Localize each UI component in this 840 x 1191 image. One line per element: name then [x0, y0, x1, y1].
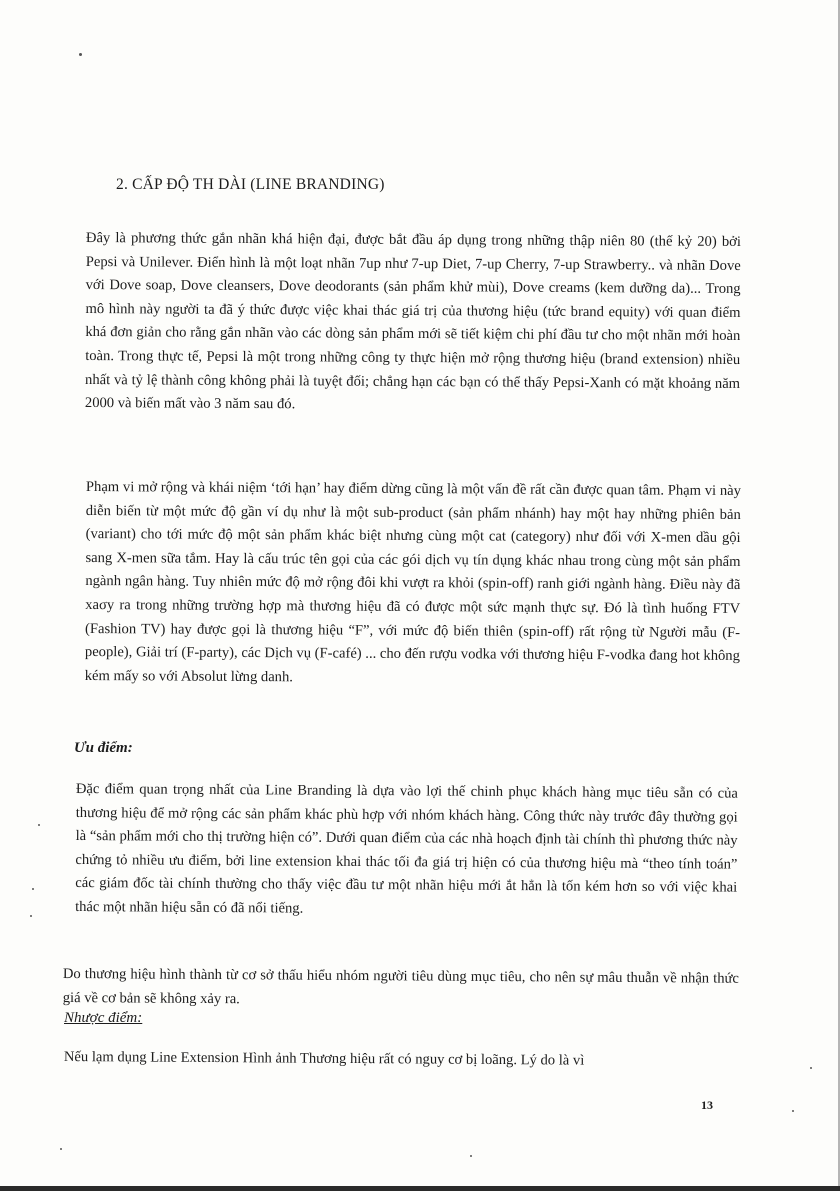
- paragraph-advantages: Đặc điểm quan trọng nhất của Line Branding là dựa vào lợi thế chinh phục khách hàng mục tiêu sẵn có của thương hiệu để mở rộng các sản phẩm khác phù hợp với nhóm khách hàng. Công thức này trước đây thường gọi là “sản phẩm mới cho thị trường hiện có”. Dưới quan điểm của các nhà hoạch định tài chính thì phương thức này chứng tỏ nhiều ưu điểm, bởi line extension khai thác tối đa giá trị hiện có của thương hiệu mà “theo tính toán” các giám đốc tài chính thường cho thấy việc đầu tư một nhãn hiệu mới ắt hẳn là tốn kém hơn so với việc khai thác một nhãn hiệu sẵn có đã nổi tiếng.: [75, 780, 738, 917]
- paragraph-insight: Do thương hiệu hình thành từ cơ sở thấu hiểu nhóm người tiêu dùng mục tiêu, cho nên sự mâu thuẫn về nhận thức giá về cơ bản sẽ không xảy ra.: [62, 965, 739, 1007]
- scan-speck: [810, 1067, 812, 1069]
- paragraph-intro: Đây là phương thức gắn nhãn khá hiện đại, được bắt đầu áp dụng trong những thập niên 80 (thế kỷ 20) bởi Pepsi và Unilever. Điển hình là một loạt nhãn 7up như 7-up Diet, 7-up Cherry, 7-up Strawberry.. và nhãn Dove với Dove soap, Dove cleansers, Dove deodorants (sản phẩm khử mùi), Dove creams (kem dưỡng da)... Trong mô hình này người ta đã ý thức được việc khai thác giá trị của thương hiệu (tức brand equity) với quan điểm khá đơn giản cho rằng gắn nhãn vào các dòng sản phẩm mới sẽ tiết kiệm chi phí đầu tư cho một nhãn mới hoàn toàn. Trong thực tế, Pepsi là một trong những công ty thực hiện mở rộng thương hiệu (brand extension) nhiều nhất và tỷ lệ thành công không phải là tuyệt đối; chẳng hạn các bạn có thể thấy Pepsi-Xanh có mặt khoảng năm 2000 và biến mất vào 3 năm sau đó.: [84, 229, 741, 413]
- scan-speck: [470, 1155, 472, 1157]
- scan-speck: [32, 888, 34, 890]
- scan-speck: [792, 1110, 794, 1112]
- bottom-border: [0, 1186, 840, 1191]
- section-heading: 2. CẤP ĐỘ TH DÀI (LINE BRANDING): [116, 176, 385, 193]
- disadvantages-label: [64, 1010, 142, 1027]
- advantages-label: Ưu điểm:: [74, 740, 133, 756]
- page-number: 13: [701, 1098, 713, 1112]
- scan-speck: [79, 53, 82, 56]
- paragraph-scope: Phạm vi mở rộng và khái niệm ‘tới hạn’ hay điểm dừng cũng là một vấn đề rất cần được quan tâm. Phạm vi này diễn biến từ một mức độ gần ví dụ như là một sub-product (sản phẩm nhánh) hay một hay những phiên bản (variant) cho tới mức độ một sản phẩm khác biệt nhưng cùng một cat (category) như đối với X-men dầu gội sang X-men sữa tắm. Hay là cấu trúc tên gọi của các gói dịch vụ tín dụng khác nhau trong cùng một sản phẩm ngành ngân hàng. Tuy nhiên mức độ mở rộng đôi khi vượt ra khỏi (spin-off) ranh giới ngành hàng. Điều này đã xaσy ra trong những trường hợp mà thương hiệu đã có được một sức mạnh thực sự. Đó là tình huống FTV (Fashion TV) hay được gọi là thương hiệu “F”, với mức độ biến thiên (spin-off) rất rộng từ Người mẫu (F-people), Giải trí (F-party), các Dịch vụ (F-café) ... cho đến rượu vodka với thương hiệu F-vodka đang hot không kém mấy so với Absolut lừng danh.: [84, 478, 741, 685]
- paragraph-disadvantages: Nếu lạm dụng Line Extension Hình ảnh Thương hiệu rất có nguy cơ bị loãng. Lý do là vì: [63, 1048, 585, 1069]
- scan-speck: [30, 915, 32, 917]
- scan-speck: [38, 824, 40, 826]
- scan-speck: [60, 1148, 62, 1150]
- disadvantages-label-text: Nhược điểm:: [64, 1010, 143, 1026]
